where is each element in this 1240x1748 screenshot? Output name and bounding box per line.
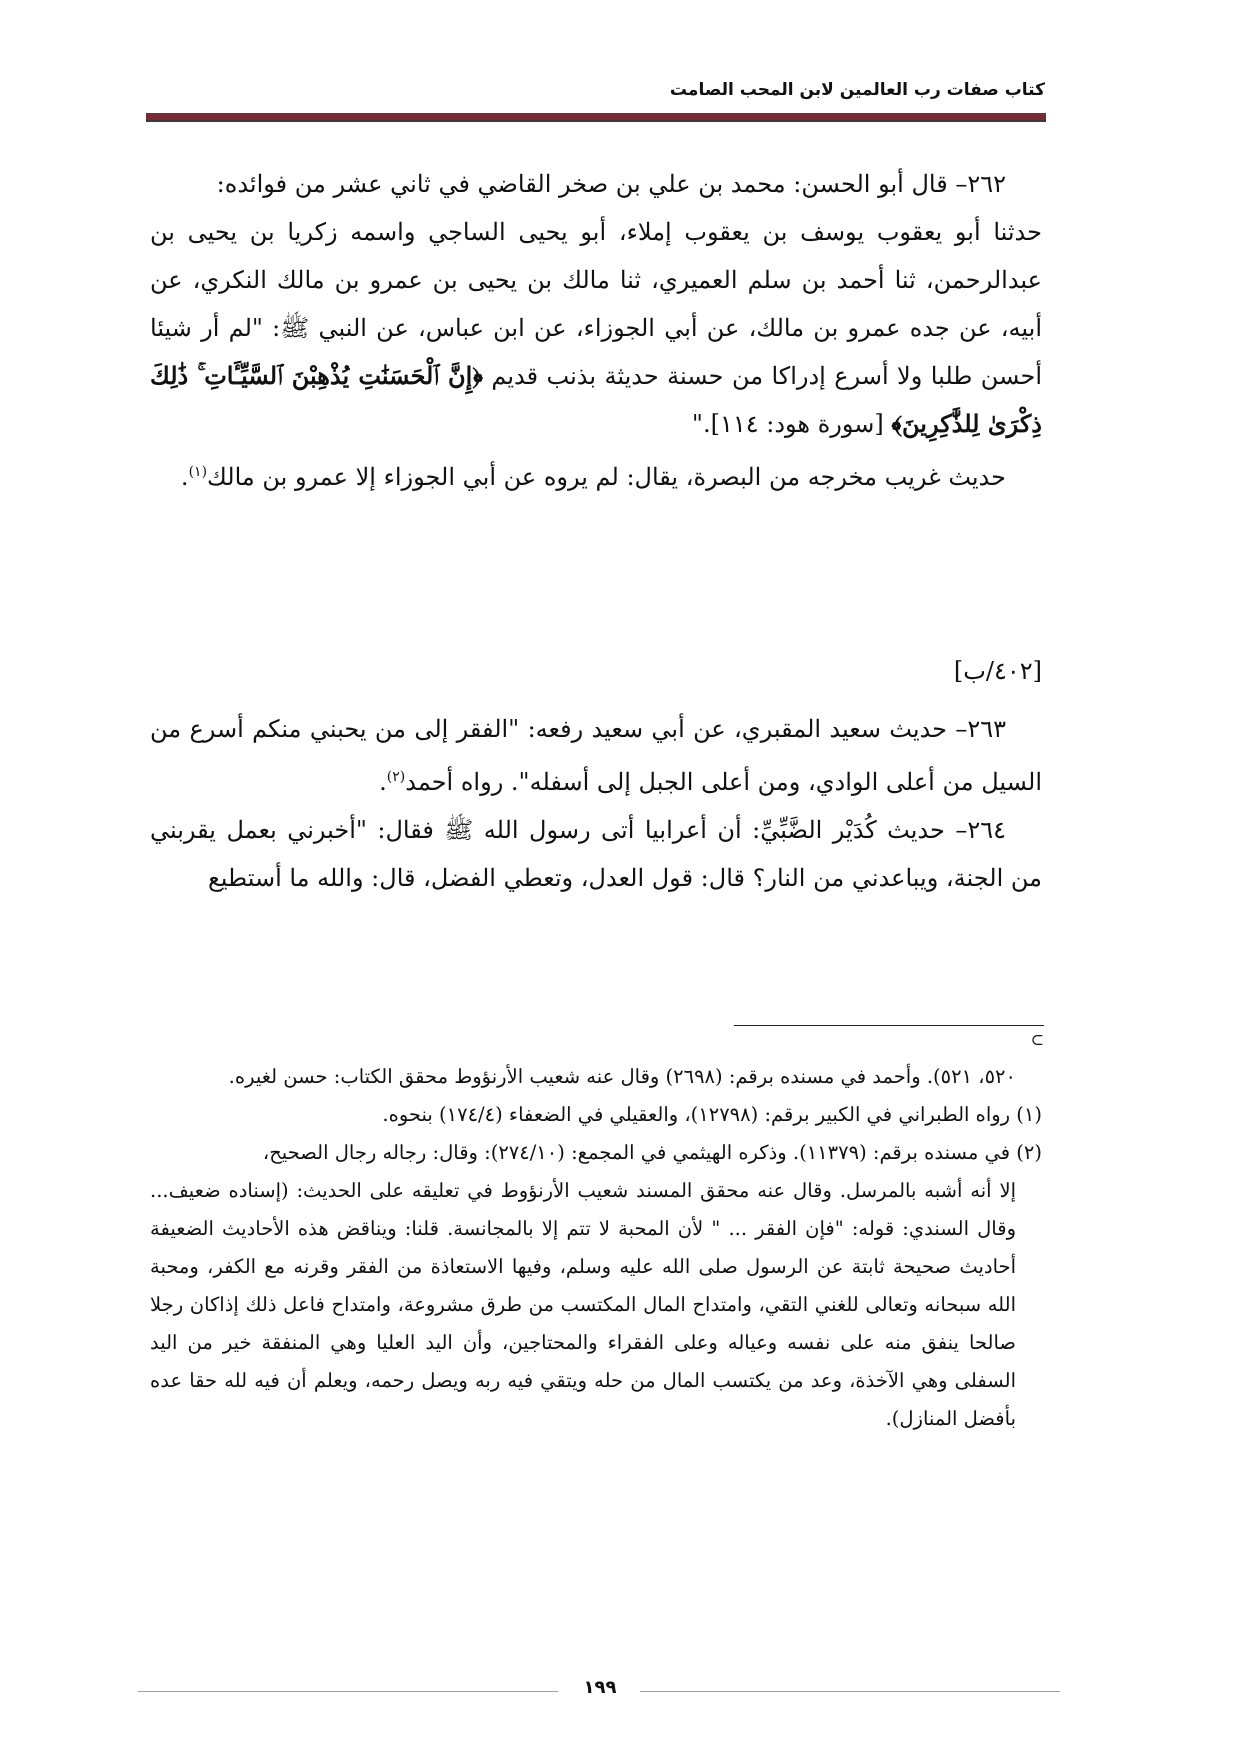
- footnote-2-body: إلا أنه أشبه بالمرسل. وقال عنه محقق المسند شعيب الأرنؤوط في تعليقه على الحديث: (إسناده ضعيف... وقال السندي: قوله: "فإن الفقر ... " لأن المحبة لا تتم إلا بالمجانسة. قلنا: ويناقض هذه الأحاديث الضعيفة أحاديث صحيحة ثابتة عن الرسول صلى الله عليه وسلم، وفيها الاستعاذة من الفقر وقرنه مع الكفر، ومحبة الله سبحانه وتعالى للغني التقي، وامتداح المال المكتسب من طرق مشروعة، وامتداح فاعل ذلك إذاكان رجلا صالحا ينفق منه على نفسه وعياله وعلى الفقراء والمحتاجين، وأن اليد العليا وهي المنفقة خير من اليد السفلى وهي الآخذة، وعد من يكتسب المال من حله ويتقي فيه ربه ويصل رحمه، ويعلم أن فيه لله حقا عده بأفضل المنازل).: [150, 1179, 1016, 1430]
- footer-rule-right: [640, 1691, 1060, 1692]
- footnote-2-first-line: (٢) في مسنده برقم: (١١٣٧٩). وذكره الهيثمي في المجمع: (٢٧٤/١٠): وقال: رجاله رجال الصحيح،: [262, 1141, 1042, 1164]
- hadith-262-first-line: ٢٦٢– قال أبو الحسن: محمد بن علي بن صخر القاضي في ثاني عشر من فوائده:: [216, 170, 1006, 198]
- quran-reference: [سورة هود: ١١٤].": [691, 410, 884, 438]
- footnote-separator: [734, 1025, 1044, 1026]
- footnote-1: (١) رواه الطبراني في الكبير برقم: (١٢٧٩٨)، والعقيلي في الضعفاء (١٧٤/٤) بنحوه.: [382, 1103, 1042, 1126]
- footnote-ref-2[interactable]: (٢): [386, 769, 406, 785]
- footnote-continuation-mark: ⊂: [1030, 1030, 1044, 1049]
- footnote-ref-1[interactable]: (١): [188, 464, 208, 480]
- footnotes: [150, 1058, 1042, 1438]
- page-number: ١٩٩: [583, 1677, 617, 1698]
- hadith-263: ٢٦٣– حديث سعيد المقبري، عن أبي سعيد رفعه: "الفقر إلى من يحبني منكم أسرع من السيل من أعلى الوادي، ومن أعلى الجبل إلى أسفله". رواه أحمد$^{(٢)}$.: [150, 715, 1042, 796]
- footer-rule-left: [138, 1691, 558, 1692]
- hadith-262-text: [150, 208, 1042, 448]
- folio-marker: [٤٠٢/ب]: [953, 657, 1042, 685]
- hadith-264: ٢٦٤– حديث كُدَيْر الضَّبِّيِّ: أن أعرابيا أتى رسول الله ﷺ فقال: "أخبرني بعمل يقربني من الجنة، ويباعدني من النار؟ قال: قول العدل، وتعطي الفضل، قال: والله ما أستطيع: [150, 816, 1042, 892]
- header-rule: [146, 113, 1046, 122]
- hadith-262-comment: حديث غريب مخرجه من البصرة، يقال: لم يروه عن أبي الجوزاء إلا عمرو بن مالك$^{(١)}$.: [180, 463, 1006, 491]
- hadith-262: [150, 160, 1042, 501]
- running-header-title: كتاب صفات رب العالمين لابن المحب الصامت: [669, 80, 1045, 100]
- hadith-262-body: حدثنا أبو يعقوب يوسف بن يعقوب إملاء، أبو يحيى الساجي واسمه زكريا بن يحيى بن عبدالرحمن، ثنا أحمد بن سلم العميري، ثنا مالك بن يحيى بن عمرو بن مالك النكري، عن أبيه، عن جده عمرو بن مالك، عن أبي الجوزاء، عن ابن عباس، عن النبي ﷺ: "لم أر شيئا أحسن طلبا ولا أسرع إدراكا من حسنة حديثة بذنب قديم: [150, 218, 1042, 390]
- hadith-263-264: [150, 705, 1042, 902]
- quran-verse: ﴿إِنَّ ٱلْحَسَنَٰتِ يُذْهِبْنَ ٱلسَّيِّـَٔاتِ ۚ ذَٰلِكَ ذِكْرَىٰ لِلذَّٰكِرِينَ﴾: [150, 361, 1042, 438]
- footnote-continuation: ٥٢٠، ٥٢١). وأحمد في مسنده برقم: (٢٦٩٨) وقال عنه شعيب الأرنؤوط محقق الكتاب: حسن لغيره.: [228, 1065, 1016, 1088]
